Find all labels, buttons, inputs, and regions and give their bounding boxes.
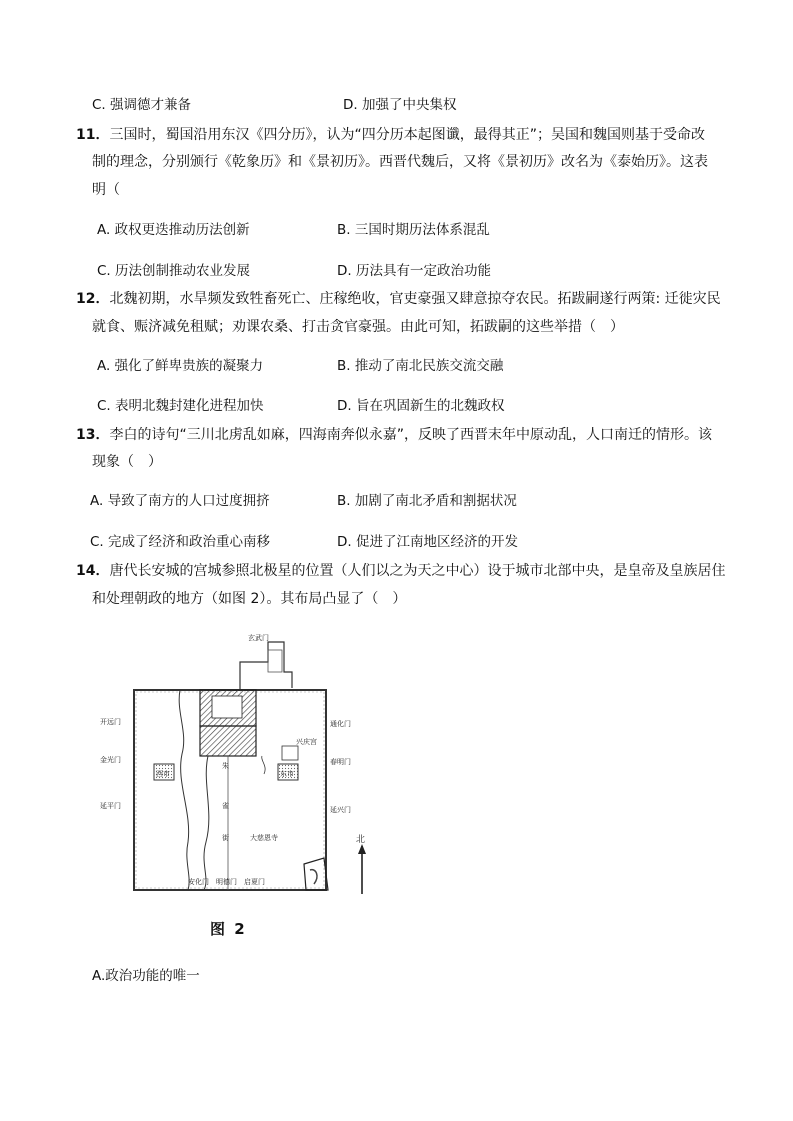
figure-caption: 图 2 xyxy=(210,920,247,938)
q11-stem-line3: 明（ xyxy=(92,182,120,198)
q11-option-a: A. 政权更迭推动历法创新 xyxy=(97,222,250,238)
label-east-market: 东市 xyxy=(280,770,294,778)
label-south-gate-1: 安化门 xyxy=(188,878,209,886)
q11-number: 11． xyxy=(76,127,110,143)
label-west-gate-2: 金光门 xyxy=(100,756,121,764)
label-top-gate: 玄武门 xyxy=(248,634,269,642)
label-north: 北 xyxy=(356,835,366,845)
q14-stem-line1: 14．唐代长安城的宫城参照北极星的位置（人们以之为天之中心）设于城市北部中央，是皇帝及皇族居住 xyxy=(76,563,726,579)
q10-option-c: C. 强调德才兼备 xyxy=(92,97,192,113)
q14-number: 14． xyxy=(76,563,110,579)
label-west-gate-1: 开远门 xyxy=(100,718,121,726)
q14-option-a: A.政治功能的唯一 xyxy=(92,968,200,984)
q12-number: 12． xyxy=(76,291,110,307)
q13-stem-line2: 现象（ ） xyxy=(92,454,162,470)
canal-east xyxy=(262,756,265,774)
q11-option-b: B. 三国时期历法体系混乱 xyxy=(337,222,490,238)
label-xingqing-palace: 兴庆宫 xyxy=(296,738,317,746)
label-zhuque-2: 雀 xyxy=(222,802,229,810)
q13-number: 13． xyxy=(76,427,110,443)
q11-stem-line2: 制的理念，分别颁行《乾象历》和《景初历》。西晋代魏后，又将《景初历》改名为《泰始历》。这表 xyxy=(92,154,708,170)
label-east-gate-2: 春明门 xyxy=(330,758,351,766)
q13-option-a: A. 导致了南方的人口过度拥挤 xyxy=(90,493,270,509)
daming-palace-block xyxy=(268,650,282,672)
q11-stem-line1: 11．三国时，蜀国沿用东汉《四分历》，认为“四分历本起图谶，最得其正”；吴国和魏国则基于受命改 xyxy=(76,127,705,143)
q12-option-d: D. 旨在巩固新生的北魏政权 xyxy=(337,398,505,414)
xingqing-palace xyxy=(282,746,298,760)
q14-stem-line2: 和处理朝政的地方（如图 2）。其布局凸显了（ ） xyxy=(92,591,407,607)
label-south-gate-3: 启夏门 xyxy=(244,878,265,886)
canal-west xyxy=(179,690,189,890)
label-zhuque-3: 街 xyxy=(222,834,229,842)
label-east-gate-3: 延兴门 xyxy=(330,806,351,814)
label-zhuque-1: 朱 xyxy=(222,762,229,770)
q13-stem-line1: 13．李白的诗句“三川北虏乱如麻，四海南奔似永嘉”，反映了西晋末年中原动乱，人口南迁的情形。该 xyxy=(76,427,712,443)
imperial-city xyxy=(200,726,256,756)
label-west-market: 西市 xyxy=(156,770,170,778)
q12-stem-line1: 12．北魏初期，水旱频发致牲畜死亡、庄稼绝收，官吏豪强又肆意掠夺农民。拓跋嗣遂行两策: 迁徙灾民 xyxy=(76,291,721,307)
q12-stem-line2: 就食、赈济减免租赋；劝课农桑、打击贪官豪强。由此可知，拓跋嗣的这些举措（ ） xyxy=(92,319,624,335)
q10-option-d: D. 加强了中央集权 xyxy=(343,97,457,113)
q12-option-c: C. 表明北魏封建化进程加快 xyxy=(97,398,264,414)
daming-palace-outline xyxy=(240,642,292,690)
q13-option-c: C. 完成了经济和政治重心南移 xyxy=(90,534,271,550)
label-temple: 大慈恩寺 xyxy=(250,834,278,842)
qujiang-water xyxy=(310,870,317,884)
palace-core xyxy=(212,696,242,718)
label-east-gate-1: 通化门 xyxy=(330,720,351,728)
q11-option-d: D. 历法具有一定政治功能 xyxy=(337,263,491,279)
q11-option-c: C. 历法创制推动农业发展 xyxy=(97,263,251,279)
q12-option-a: A. 强化了鲜卑贵族的凝聚力 xyxy=(97,358,264,374)
q13-option-b: B. 加剧了南北矛盾和割据状况 xyxy=(337,493,517,509)
q13-option-d: D. 促进了江南地区经济的开发 xyxy=(337,534,518,550)
north-arrow-head-icon xyxy=(358,844,366,854)
changan-map-figure xyxy=(92,632,392,900)
canal-central xyxy=(204,756,209,890)
label-west-gate-3: 延平门 xyxy=(100,802,121,810)
q12-option-b: B. 推动了南北民族交流交融 xyxy=(337,358,504,374)
label-south-gate-2: 明德门 xyxy=(216,878,237,886)
